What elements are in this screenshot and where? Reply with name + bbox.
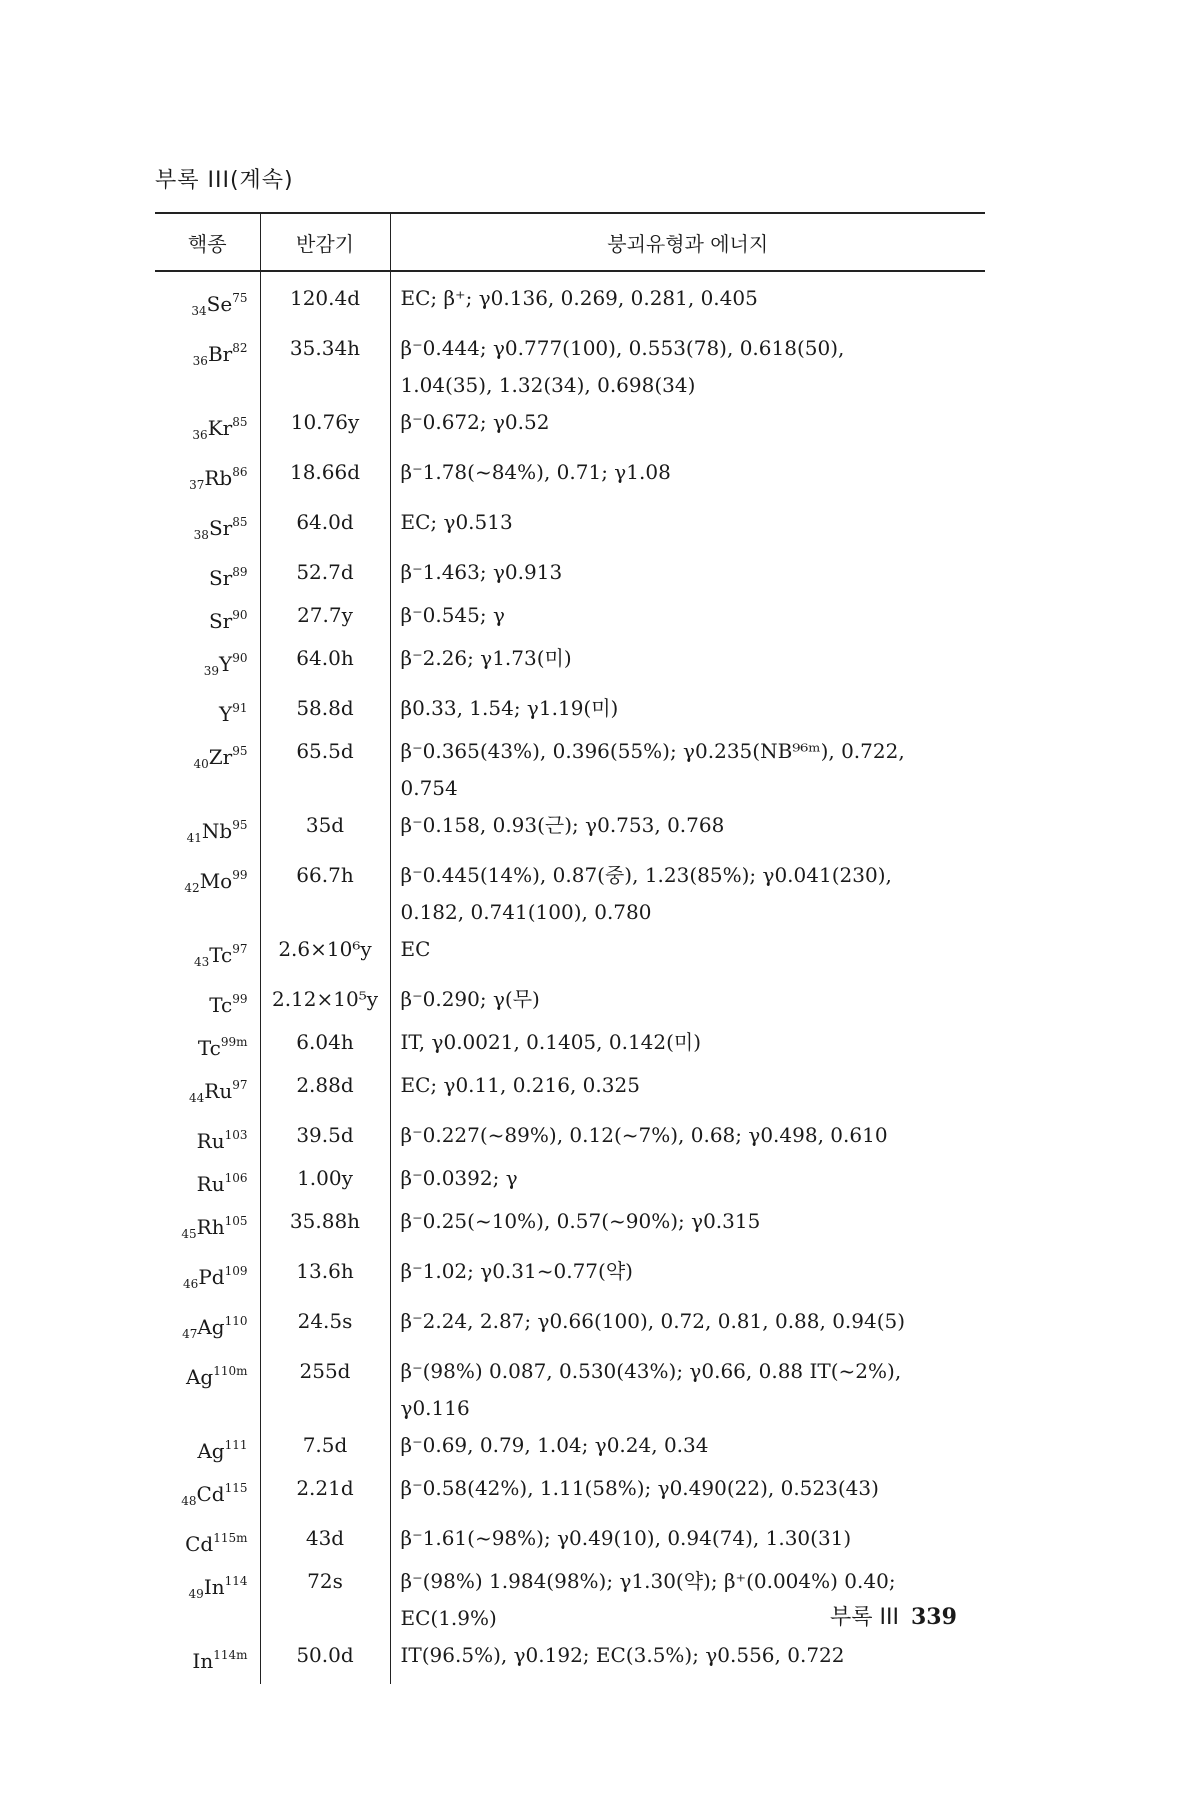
nuclide-cell bbox=[155, 1353, 260, 1427]
mass-number: 109 bbox=[224, 1264, 248, 1278]
decay-cell: β⁻1.78(~84%), 0.71; γ1.08 bbox=[390, 454, 985, 504]
element-symbol: Nb bbox=[201, 819, 233, 843]
table-row bbox=[155, 504, 985, 554]
running-title: 부록 III(계속) bbox=[155, 168, 294, 193]
element-symbol: Tc bbox=[209, 993, 233, 1017]
table-row bbox=[155, 271, 985, 330]
nuclide-cell bbox=[155, 640, 260, 690]
half-life-cell: 2.6×10⁶y bbox=[260, 931, 390, 981]
nuclide-cell bbox=[155, 1520, 260, 1563]
atomic-number: 42 bbox=[184, 881, 200, 895]
atomic-number: 41 bbox=[186, 831, 202, 845]
decay-cell: β⁻0.444; γ0.777(100), 0.553(78), 0.618(50), 1.04(35), 1.32(34), 0.698(34) bbox=[390, 330, 985, 404]
element-symbol: Zr bbox=[208, 745, 233, 769]
half-life-cell: 52.7d bbox=[260, 554, 390, 597]
table-row bbox=[155, 1203, 985, 1253]
column-header-half-life: 반감기 bbox=[260, 213, 390, 271]
nuclide-cell bbox=[155, 404, 260, 454]
atomic-number: 37 bbox=[189, 478, 205, 492]
half-life-cell: 18.66d bbox=[260, 454, 390, 504]
atomic-number: 45 bbox=[181, 1227, 197, 1241]
mass-number: 115m bbox=[213, 1531, 248, 1545]
decay-cell: β0.33, 1.54; γ1.19(미) bbox=[390, 690, 985, 733]
table-row bbox=[155, 1067, 985, 1117]
table-row bbox=[155, 640, 985, 690]
element-symbol: Ag bbox=[197, 1439, 225, 1463]
half-life-cell: 43d bbox=[260, 1520, 390, 1563]
table-row bbox=[155, 931, 985, 981]
table-row bbox=[155, 981, 985, 1024]
mass-number: 75 bbox=[232, 291, 248, 305]
mass-number: 106 bbox=[224, 1171, 248, 1185]
nuclide-cell bbox=[155, 733, 260, 807]
decay-cell: EC; γ0.513 bbox=[390, 504, 985, 554]
element-symbol: Sr bbox=[208, 566, 233, 590]
element-symbol: Ru bbox=[196, 1129, 225, 1153]
decay-cell: β⁻1.02; γ0.31~0.77(약) bbox=[390, 1253, 985, 1303]
decay-cell: β⁻0.25(~10%), 0.57(~90%); γ0.315 bbox=[390, 1203, 985, 1253]
nuclide-cell bbox=[155, 504, 260, 554]
half-life-cell: 7.5d bbox=[260, 1427, 390, 1470]
half-life-cell: 120.4d bbox=[260, 271, 390, 330]
half-life-cell: 2.21d bbox=[260, 1470, 390, 1520]
page-footer bbox=[830, 1600, 957, 1631]
element-symbol: In bbox=[203, 1575, 225, 1599]
atomic-number: 39 bbox=[203, 664, 220, 678]
mass-number: 97 bbox=[232, 942, 248, 956]
table-row bbox=[155, 554, 985, 597]
atomic-number: 47 bbox=[182, 1327, 198, 1341]
nuclide-cell bbox=[155, 330, 260, 404]
table-row bbox=[155, 1303, 985, 1353]
column-header-nuclide: 핵종 bbox=[187, 231, 227, 256]
mass-number: 90 bbox=[232, 651, 248, 665]
half-life-cell: 2.88d bbox=[260, 1067, 390, 1117]
decay-cell: β⁻0.290; γ(무) bbox=[390, 981, 985, 1024]
element-symbol: Se bbox=[206, 292, 233, 316]
element-symbol: Cd bbox=[185, 1532, 214, 1556]
atomic-number: 46 bbox=[183, 1277, 199, 1291]
element-symbol: Ag bbox=[197, 1315, 225, 1339]
atomic-number: 48 bbox=[181, 1494, 197, 1508]
half-life-cell: 24.5s bbox=[260, 1303, 390, 1353]
table-row bbox=[155, 1253, 985, 1303]
nuclide-cell bbox=[155, 1427, 260, 1470]
half-life-cell: 10.76y bbox=[260, 404, 390, 454]
element-symbol: Kr bbox=[207, 416, 233, 440]
table-header-row bbox=[155, 213, 985, 271]
nuclide-cell bbox=[155, 690, 260, 733]
mass-number: 97 bbox=[232, 1078, 248, 1092]
mass-number: 110m bbox=[213, 1364, 248, 1378]
half-life-cell: 64.0d bbox=[260, 504, 390, 554]
nuclide-cell bbox=[155, 931, 260, 981]
table-row bbox=[155, 597, 985, 640]
nuclide-cell bbox=[155, 597, 260, 640]
mass-number: 114m bbox=[213, 1648, 248, 1662]
mass-number: 95 bbox=[232, 818, 248, 832]
mass-number: 99 bbox=[232, 992, 248, 1006]
nuclide-cell bbox=[155, 1253, 260, 1303]
decay-cell: EC bbox=[390, 931, 985, 981]
atomic-number: 40 bbox=[193, 757, 209, 771]
table-row bbox=[155, 330, 985, 404]
decay-cell: β⁻2.24, 2.87; γ0.66(100), 0.72, 0.81, 0.88, 0.94(5) bbox=[390, 1303, 985, 1353]
table-row bbox=[155, 1024, 985, 1067]
table-row bbox=[155, 1160, 985, 1203]
column-header-decay: 붕괴유형과 에너지 bbox=[390, 213, 985, 271]
mass-number: 99m bbox=[220, 1035, 248, 1049]
half-life-cell: 27.7y bbox=[260, 597, 390, 640]
nuclide-cell bbox=[155, 554, 260, 597]
element-symbol: Ag bbox=[185, 1365, 214, 1389]
decay-cell: β⁻0.445(14%), 0.87(중), 1.23(85%); γ0.041(230), 0.182, 0.741(100), 0.780 bbox=[390, 857, 985, 931]
nuclide-table bbox=[155, 212, 985, 1684]
mass-number: 103 bbox=[224, 1128, 248, 1142]
element-symbol: Tc bbox=[209, 943, 233, 967]
table-row bbox=[155, 1520, 985, 1563]
nuclide-cell bbox=[155, 1637, 260, 1684]
decay-cell: IT, γ0.0021, 0.1405, 0.142(미) bbox=[390, 1024, 985, 1067]
decay-cell: β⁻(98%) 0.087, 0.530(43%); γ0.66, 0.88 IT(~2%), γ0.116 bbox=[390, 1353, 985, 1427]
mass-number: 95 bbox=[232, 744, 248, 758]
table-row bbox=[155, 404, 985, 454]
nuclide-cell bbox=[155, 454, 260, 504]
nuclide-cell bbox=[155, 1563, 260, 1637]
half-life-cell: 13.6h bbox=[260, 1253, 390, 1303]
element-symbol: Pd bbox=[198, 1265, 225, 1289]
table-row bbox=[155, 1353, 985, 1427]
table-row bbox=[155, 857, 985, 931]
table-row bbox=[155, 1637, 985, 1684]
half-life-cell: 35.88h bbox=[260, 1203, 390, 1253]
atomic-number: 36 bbox=[192, 354, 208, 368]
atomic-number: 49 bbox=[188, 1587, 204, 1601]
element-symbol: Br bbox=[207, 342, 233, 366]
half-life-cell: 50.0d bbox=[260, 1637, 390, 1684]
atomic-number: 34 bbox=[191, 304, 207, 318]
decay-cell: β⁻(98%) 1.984(98%); γ1.30(약); β⁺(0.004%) 0.40; EC(1.9%) bbox=[390, 1563, 985, 1637]
mass-number: 86 bbox=[232, 465, 248, 479]
half-life-cell: 64.0h bbox=[260, 640, 390, 690]
half-life-cell: 35.34h bbox=[260, 330, 390, 404]
mass-number: 105 bbox=[224, 1214, 248, 1228]
nuclide-cell bbox=[155, 1303, 260, 1353]
half-life-cell: 255d bbox=[260, 1353, 390, 1427]
half-life-cell: 1.00y bbox=[260, 1160, 390, 1203]
mass-number: 85 bbox=[232, 515, 248, 529]
decay-cell: β⁻0.69, 0.79, 1.04; γ0.24, 0.34 bbox=[390, 1427, 985, 1470]
decay-cell: β⁻0.58(42%), 1.11(58%); γ0.490(22), 0.523(43) bbox=[390, 1470, 985, 1520]
half-life-cell: 2.12×10⁵y bbox=[260, 981, 390, 1024]
table-row bbox=[155, 1117, 985, 1160]
nuclide-cell bbox=[155, 1117, 260, 1160]
nuclide-cell bbox=[155, 1470, 260, 1520]
atomic-number: 43 bbox=[193, 955, 210, 969]
decay-cell: EC; β⁺; γ0.136, 0.269, 0.281, 0.405 bbox=[390, 271, 985, 330]
nuclide-cell bbox=[155, 981, 260, 1024]
page-number: 339 bbox=[910, 1604, 957, 1630]
element-symbol: Cd bbox=[196, 1482, 225, 1506]
mass-number: 89 bbox=[232, 565, 248, 579]
decay-cell: β⁻0.672; γ0.52 bbox=[390, 404, 985, 454]
nuclide-cell bbox=[155, 1160, 260, 1203]
atomic-number: 44 bbox=[188, 1091, 205, 1105]
decay-cell: β⁻1.463; γ0.913 bbox=[390, 554, 985, 597]
decay-cell: EC; γ0.11, 0.216, 0.325 bbox=[390, 1067, 985, 1117]
element-symbol: Mo bbox=[199, 869, 233, 893]
half-life-cell: 65.5d bbox=[260, 733, 390, 807]
half-life-cell: 66.7h bbox=[260, 857, 390, 931]
element-symbol: Sr bbox=[208, 516, 233, 540]
atomic-number: 36 bbox=[192, 428, 208, 442]
mass-number: 85 bbox=[232, 415, 248, 429]
decay-cell: β⁻0.365(43%), 0.396(55%); γ0.235(NB⁹⁶ᵐ), 0.722, 0.754 bbox=[390, 733, 985, 807]
mass-number: 115 bbox=[224, 1481, 248, 1495]
mass-number: 110 bbox=[224, 1314, 248, 1328]
half-life-cell: 58.8d bbox=[260, 690, 390, 733]
table-body bbox=[155, 271, 985, 1684]
mass-number: 111 bbox=[224, 1438, 248, 1452]
decay-cell: β⁻2.26; γ1.73(미) bbox=[390, 640, 985, 690]
element-symbol: Ru bbox=[204, 1079, 233, 1103]
footer-section: 부록 III bbox=[830, 1605, 899, 1630]
table-row bbox=[155, 690, 985, 733]
table-row bbox=[155, 454, 985, 504]
decay-cell: β⁻0.158, 0.93(근); γ0.753, 0.768 bbox=[390, 807, 985, 857]
mass-number: 82 bbox=[232, 341, 248, 355]
nuclide-cell bbox=[155, 1024, 260, 1067]
element-symbol: Tc bbox=[197, 1036, 221, 1060]
mass-number: 91 bbox=[232, 701, 248, 715]
nuclide-cell bbox=[155, 1067, 260, 1117]
half-life-cell: 39.5d bbox=[260, 1117, 390, 1160]
nuclide-cell bbox=[155, 1203, 260, 1253]
nuclide-cell bbox=[155, 857, 260, 931]
table-row bbox=[155, 807, 985, 857]
atomic-number: 38 bbox=[193, 528, 209, 542]
half-life-cell: 6.04h bbox=[260, 1024, 390, 1067]
element-symbol: Y bbox=[219, 652, 233, 676]
nuclide-cell bbox=[155, 271, 260, 330]
decay-cell: β⁻0.545; γ bbox=[390, 597, 985, 640]
element-symbol: Rh bbox=[196, 1215, 225, 1239]
decay-cell: IT(96.5%), γ0.192; EC(3.5%); γ0.556, 0.722 bbox=[390, 1637, 985, 1684]
decay-cell: β⁻0.0392; γ bbox=[390, 1160, 985, 1203]
half-life-cell: 35d bbox=[260, 807, 390, 857]
table-row bbox=[155, 1470, 985, 1520]
half-life-cell: 72s bbox=[260, 1563, 390, 1637]
mass-number: 90 bbox=[232, 608, 248, 622]
decay-cell: β⁻1.61(~98%); γ0.49(10), 0.94(74), 1.30(31) bbox=[390, 1520, 985, 1563]
mass-number: 99 bbox=[232, 868, 248, 882]
decay-cell: β⁻0.227(~89%), 0.12(~7%), 0.68; γ0.498, 0.610 bbox=[390, 1117, 985, 1160]
element-symbol: Ru bbox=[196, 1172, 225, 1196]
table-row bbox=[155, 733, 985, 807]
element-symbol: Sr bbox=[208, 609, 233, 633]
nuclide-cell bbox=[155, 807, 260, 857]
element-symbol: Rb bbox=[204, 466, 233, 490]
mass-number: 114 bbox=[224, 1574, 248, 1588]
table-row bbox=[155, 1427, 985, 1470]
element-symbol: Y bbox=[219, 702, 233, 726]
element-symbol: In bbox=[192, 1649, 214, 1673]
